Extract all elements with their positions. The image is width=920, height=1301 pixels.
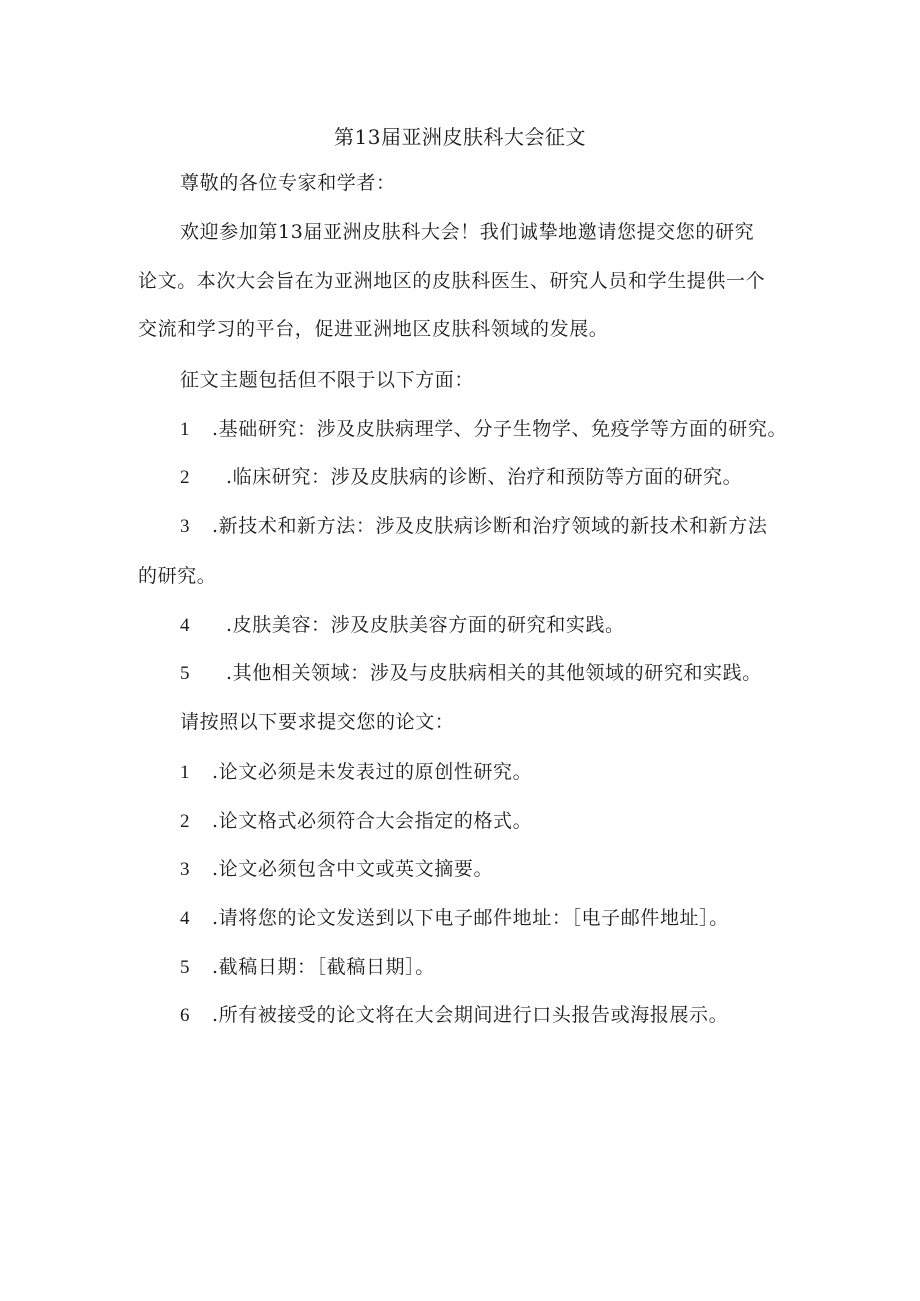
topic-text: .临床研究：涉及皮肤病的诊断、治疗和预防等方面的研究。 [226,466,743,488]
topic-text: .其他相关领域：涉及与皮肤病相关的其他领域的研究和实践。 [226,662,762,684]
requirement-item [180,806,532,837]
topic-continuation: 的研究。 [138,565,217,587]
requirement-text: .论文必须包含中文或英文摘要。 [212,858,494,880]
requirement-number: 5 [180,957,191,978]
intro-line: 论文。本次大会旨在为亚洲地区的皮肤科医生、研究人员和学生提供一个 [138,270,766,292]
requirement-text: .请将您的论文发送到以下电子邮件地址：［电子邮件地址］。 [212,907,729,929]
topic-item [180,414,787,445]
intro-line: 欢迎参加第13届亚洲皮肤科大会！我们诚挚地邀请您提交您的研究 [180,221,755,243]
requirement-text: .所有被接受的论文将在大会期间进行口头报告或海报展示。 [212,1004,729,1026]
topic-item [180,511,767,542]
requirement-item [180,952,435,983]
topic-text: .基础研究：涉及皮肤病理学、分子生物学、免疫学等方面的研究。 [212,418,788,440]
requirement-number: 4 [180,908,191,929]
requirement-number: 2 [180,811,191,832]
requirement-number: 1 [180,762,191,783]
requirement-number: 3 [180,859,191,880]
requirement-text: .截稿日期：［截稿日期］。 [212,956,435,978]
topic-text: .皮肤美容：涉及皮肤美容方面的研究和实践。 [226,614,625,636]
page-title: 第13届亚洲皮肤科大会征文 [334,125,586,149]
requirements-heading: 请按照以下要求提交您的论文： [180,711,455,733]
topic-number: 5 [180,663,191,684]
requirement-number: 6 [180,1005,191,1026]
salutation: 尊敬的各位专家和学者： [180,172,396,194]
topic-text: .新技术和新方法：涉及皮肤病诊断和治疗领域的新技术和新方法 [212,515,768,537]
requirement-text: .论文格式必须符合大会指定的格式。 [212,810,533,832]
topic-item [180,658,762,689]
requirement-text: .论文必须是未发表过的原创性研究。 [212,761,533,783]
requirement-item [180,903,729,934]
topic-number: 2 [180,467,191,488]
topic-item [180,462,742,493]
intro-line: 交流和学习的平台，促进亚洲地区皮肤科领域的发展。 [138,318,609,340]
topic-number: 3 [180,516,191,537]
topic-number: 1 [180,419,191,440]
requirement-item [180,757,532,788]
topic-item [180,610,625,641]
requirement-item [180,1000,728,1031]
topics-heading: 征文主题包括但不限于以下方面： [180,369,475,391]
topic-number: 4 [180,615,191,636]
requirement-item [180,854,493,885]
